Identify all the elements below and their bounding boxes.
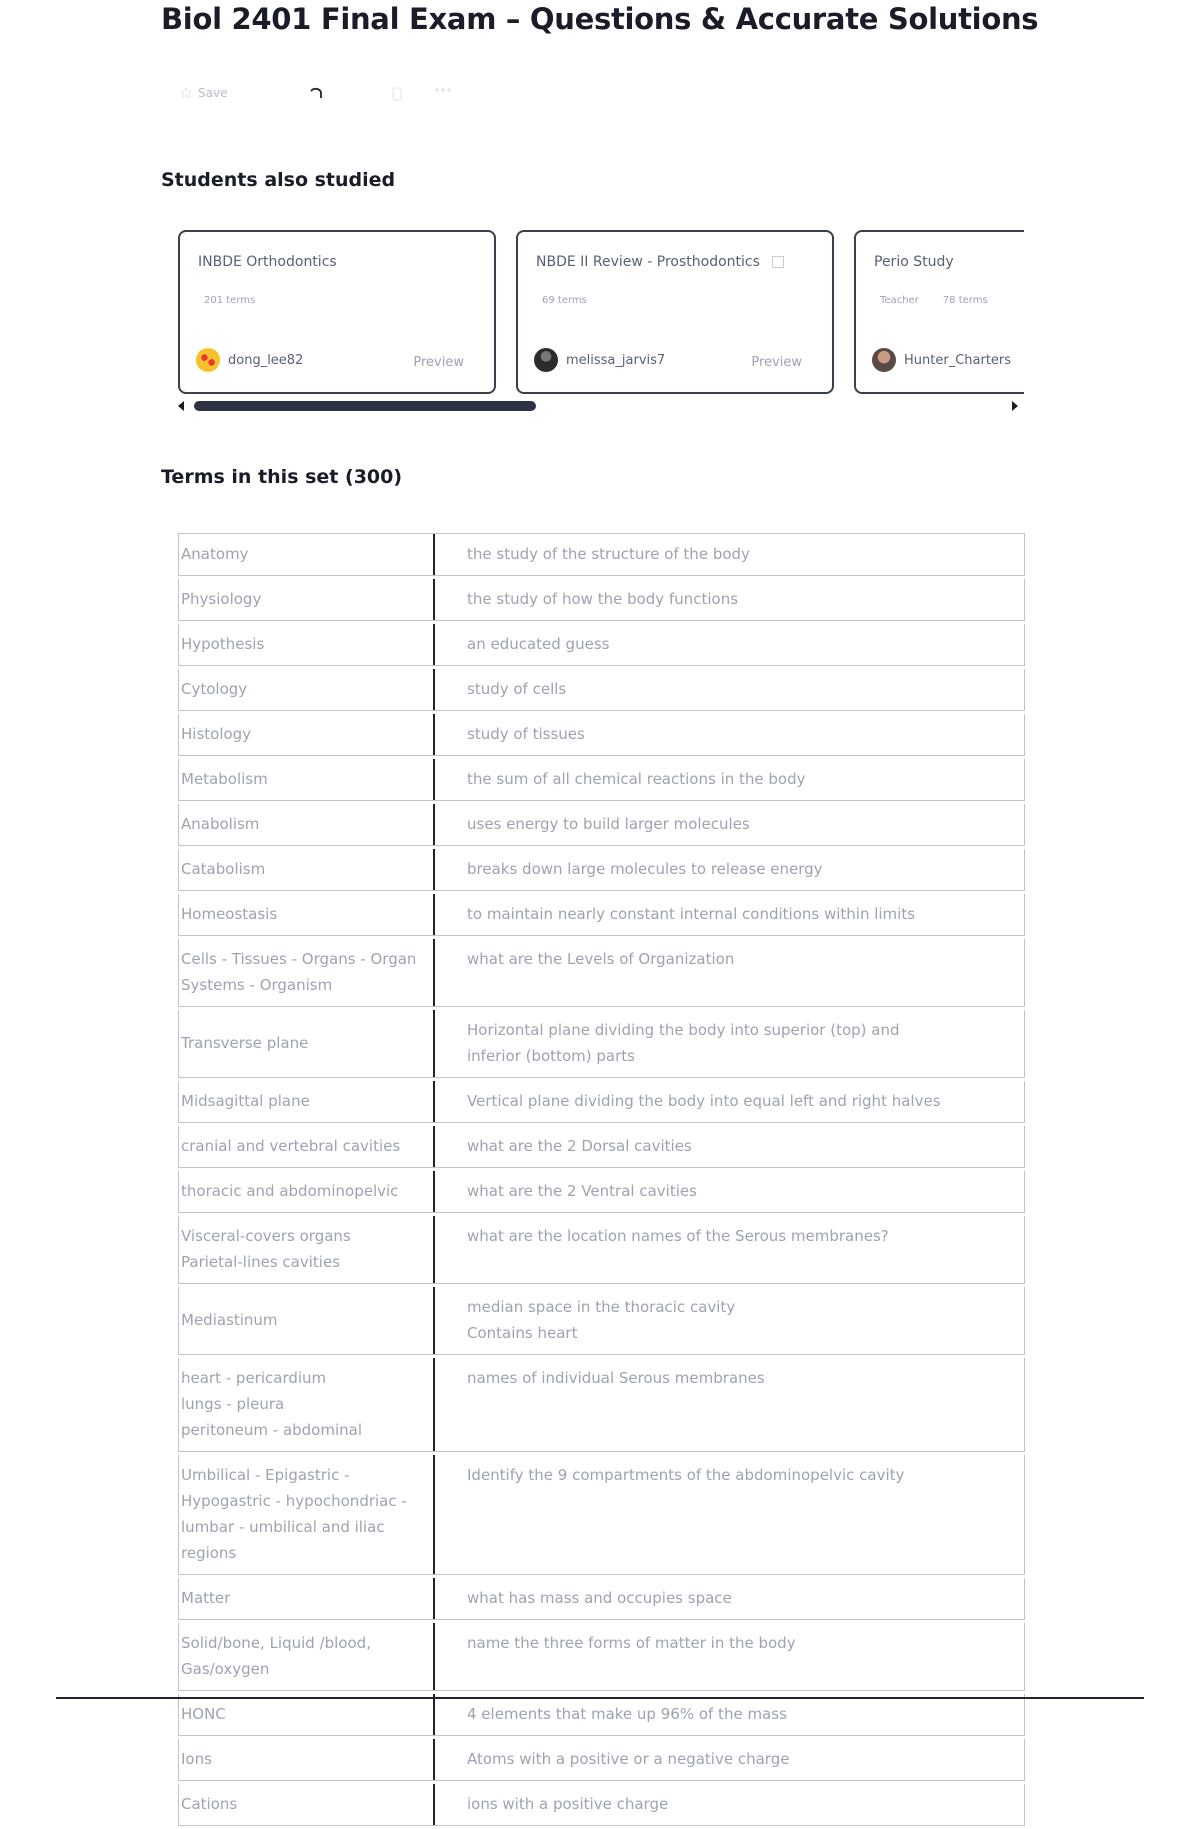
pin-button[interactable] bbox=[390, 86, 404, 106]
divider bbox=[56, 1697, 1144, 1699]
term-text: thoracic and abdominopelvic bbox=[179, 1171, 435, 1212]
avatar bbox=[534, 348, 558, 372]
carousel-scrollbar[interactable] bbox=[194, 401, 536, 411]
teacher-badge: Teacher bbox=[880, 295, 919, 306]
more-icon bbox=[434, 86, 452, 94]
term-text: Solid/bone, Liquid /blood, Gas/oxygen bbox=[179, 1623, 435, 1690]
term-text: Anatomy bbox=[179, 534, 435, 575]
definition-text: breaks down large molecules to release energy bbox=[467, 860, 823, 878]
term-text: Ions bbox=[179, 1739, 435, 1780]
definition-text: an educated guess bbox=[467, 635, 610, 653]
term-row bbox=[178, 804, 1025, 846]
term-text: Metabolism bbox=[179, 759, 435, 800]
definition-text: what are the 2 Dorsal cavities bbox=[467, 1137, 692, 1155]
scroll-right-arrow-icon[interactable] bbox=[1012, 401, 1018, 411]
term-text: Cells - Tissues - Organs - Organ Systems - Organism bbox=[179, 939, 435, 1006]
term-text: Histology bbox=[179, 714, 435, 755]
definition-text: what has mass and occupies space bbox=[467, 1589, 732, 1607]
definition-text: Horizontal plane dividing the body into superior (top) and inferior (bottom) parts bbox=[467, 1021, 900, 1065]
definition-text: study of cells bbox=[467, 680, 567, 698]
definition-text: Vertical plane dividing the body into equal left and right halves bbox=[467, 1092, 941, 1110]
term-row bbox=[178, 534, 1025, 576]
card-terms: 69 terms bbox=[542, 295, 587, 306]
save-button[interactable] bbox=[180, 86, 227, 100]
document-icon bbox=[772, 256, 784, 268]
term-text: Homeostasis bbox=[179, 894, 435, 935]
study-set-carousel bbox=[178, 230, 1024, 414]
card-meta bbox=[542, 295, 587, 306]
share-icon bbox=[308, 86, 324, 102]
definition-text: what are the 2 Ventral cavities bbox=[467, 1182, 697, 1200]
term-row bbox=[178, 624, 1025, 666]
term-text: Catabolism bbox=[179, 849, 435, 890]
term-row bbox=[178, 1623, 1025, 1691]
term-row bbox=[178, 1455, 1025, 1575]
card-title bbox=[536, 254, 784, 270]
card-title: Perio Study bbox=[874, 254, 954, 270]
preview-button[interactable]: Preview bbox=[751, 355, 802, 370]
study-set-card[interactable] bbox=[516, 230, 834, 394]
definition-text: the study of how the body functions bbox=[467, 590, 739, 608]
more-button[interactable] bbox=[434, 86, 452, 94]
term-row bbox=[178, 579, 1025, 621]
term-text: heart - pericardium lungs - pleura peritoneum - abdominal bbox=[179, 1358, 435, 1451]
card-user[interactable] bbox=[196, 348, 303, 372]
card-username: dong_lee82 bbox=[228, 352, 304, 368]
term-row bbox=[178, 1784, 1025, 1826]
term-text: Matter bbox=[179, 1578, 435, 1619]
page-title: Biol 2401 Final Exam – Questions & Accurate Solutions bbox=[161, 2, 1039, 36]
toolbar bbox=[180, 86, 480, 110]
term-row bbox=[178, 849, 1025, 891]
definition-text: 4 elements that make up 96% of the mass bbox=[467, 1705, 787, 1723]
preview-button[interactable]: Preview bbox=[413, 355, 464, 370]
terms-heading: Terms in this set (300) bbox=[161, 466, 403, 488]
card-title-text: NBDE II Review - Prosthodontics bbox=[536, 254, 760, 270]
scroll-left-arrow-icon[interactable] bbox=[178, 401, 184, 411]
share-button[interactable] bbox=[308, 86, 324, 102]
definition-text: to maintain nearly constant internal conditions within limits bbox=[467, 905, 916, 923]
term-text: Mediastinum bbox=[179, 1287, 435, 1354]
card-terms: 78 terms bbox=[942, 295, 988, 306]
study-set-card[interactable] bbox=[854, 230, 1024, 394]
study-set-card[interactable] bbox=[178, 230, 496, 394]
term-row bbox=[178, 1358, 1025, 1452]
term-row bbox=[178, 759, 1025, 801]
term-row bbox=[178, 714, 1025, 756]
definition-text: study of tissues bbox=[467, 725, 585, 743]
term-text: Transverse plane bbox=[179, 1010, 435, 1077]
definition-text: the study of the structure of the body bbox=[467, 545, 750, 563]
definition-text: names of individual Serous membranes bbox=[467, 1369, 765, 1387]
term-row bbox=[178, 1578, 1025, 1620]
card-username: melissa_jarvis7 bbox=[566, 352, 666, 368]
definition-text: uses energy to build larger molecules bbox=[467, 815, 750, 833]
definition-text: name the three forms of matter in the body bbox=[467, 1634, 796, 1652]
term-text: Physiology bbox=[179, 579, 435, 620]
avatar bbox=[196, 348, 220, 372]
term-row bbox=[178, 1171, 1025, 1213]
term-row bbox=[178, 669, 1025, 711]
definition-text: ions with a positive charge bbox=[467, 1795, 669, 1813]
term-row bbox=[178, 939, 1025, 1007]
definition-text: Atoms with a positive or a negative charge bbox=[467, 1750, 790, 1768]
terms-table bbox=[178, 533, 1025, 1829]
term-text: Visceral-covers organs Parietal-lines cavities bbox=[179, 1216, 435, 1283]
term-text: HONC bbox=[179, 1694, 435, 1735]
definition-text: what are the location names of the Serous membranes? bbox=[467, 1227, 889, 1245]
card-user[interactable] bbox=[872, 348, 1011, 372]
definition-text: Identify the 9 compartments of the abdominopelvic cavity bbox=[467, 1466, 905, 1484]
card-username: Hunter_Charters bbox=[904, 352, 1012, 368]
save-label: Save bbox=[198, 86, 228, 100]
card-user[interactable] bbox=[534, 348, 665, 372]
term-text: Hypothesis bbox=[179, 624, 435, 665]
term-row bbox=[178, 894, 1025, 936]
definition-text: the sum of all chemical reactions in the body bbox=[467, 770, 806, 788]
term-row bbox=[178, 1739, 1025, 1781]
term-row bbox=[178, 1010, 1025, 1078]
term-text: cranial and vertebral cavities bbox=[179, 1126, 435, 1167]
definition-text: what are the Levels of Organization bbox=[467, 950, 735, 968]
card-meta bbox=[204, 295, 255, 306]
term-text: Cytology bbox=[179, 669, 435, 710]
term-text: Cations bbox=[179, 1784, 435, 1825]
term-row bbox=[178, 1081, 1025, 1123]
term-text: Midsagittal plane bbox=[179, 1081, 435, 1122]
card-terms: 201 terms bbox=[204, 295, 256, 306]
definition-text: median space in the thoracic cavity Contains heart bbox=[467, 1298, 736, 1342]
term-row bbox=[178, 1216, 1025, 1284]
term-text: Umbilical - Epigastric - Hypogastric - hypochondriac - lumbar - umbilical and iliac regions bbox=[179, 1455, 435, 1574]
students-also-studied-heading: Students also studied bbox=[161, 169, 396, 191]
card-title: INBDE Orthodontics bbox=[198, 254, 337, 270]
avatar bbox=[872, 348, 896, 372]
term-text: Anabolism bbox=[179, 804, 435, 845]
term-row bbox=[178, 1126, 1025, 1168]
card-meta bbox=[880, 295, 988, 306]
pin-icon bbox=[390, 86, 404, 106]
star-icon bbox=[180, 87, 192, 99]
term-row bbox=[178, 1287, 1025, 1355]
term-row bbox=[178, 1694, 1025, 1736]
